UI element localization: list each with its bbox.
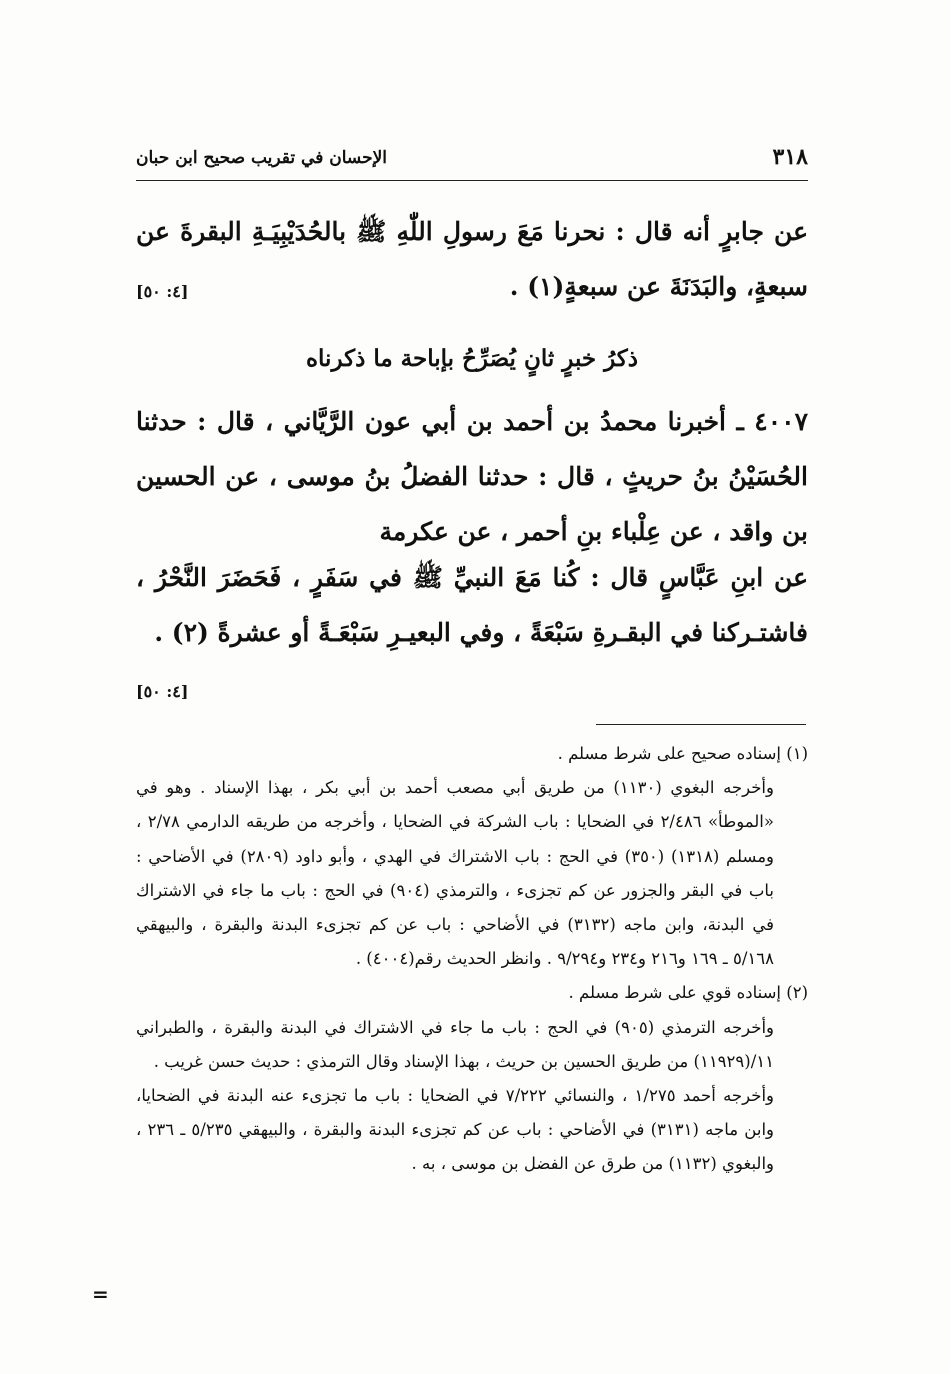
hadith-jabir-body: عن جابرٍ أنه قال : نحرنا مَعَ رسولِ اللّٰهِ ﷺ بالحُدَيْبِيَـةِ البقرةَ عن سبعةٍ، والبَدَنَةَ عن سبعةٍ(١) .: [136, 217, 808, 301]
footnote-1-heading: (١) إسناده صحيح على شرط مسلم .: [557, 744, 808, 763]
footnote-2-body-2: وأخرجه أحمد ١/٢٧٥ ، والنسائي ٧/٢٢٢ في الضحايا : باب ما تجزىء عنه البدنة في الضحايا، وابن ماجه (٣١٣١) في الأضاحي : باب عن كم تجزىء البدنة والبقرة ، والبيهقي ٥/٢٣٥ ـ ٢٣٦ ، والبغوي (١١٣٢) من طرق عن الفضل بن موسى ، به .: [136, 1086, 774, 1174]
footnote-separator: [596, 724, 806, 725]
page-number: ٣١٨: [772, 144, 808, 170]
hadith-text-jabir: [136, 204, 808, 314]
hadith-ibn-abbas-body: عن ابنِ عَبَّاسٍ قال : كُنا مَعَ النبيِّ ﷺ في سَفَرٍ ، فَحَضَرَ النَّحْرُ ، فاشتـركنا في البقـرةِ سَبْعَةً ، وفي البعيـرِ سَبْعَـةً أو عشرةً (٢) .: [136, 563, 808, 647]
section-heading: ذكرُ خبرٍ ثانٍ يُصَرِّحُ بإباحة ما ذكرناه: [306, 345, 638, 372]
hadith-ibn-abbas-reference: [٤: ٥٠]: [136, 682, 189, 701]
margin-mark: =: [92, 1282, 109, 1306]
hadith-text-ibn-abbas: [136, 550, 808, 701]
hadith-isnad-4007: ٤٠٠٧ ـ أخبرنا محمدُ بن أحمد بن أبي عون الرَّيَّاني ، قال : حدثنا الحُسَيْنُ بنُ حريثٍ ، قال : حدثنا الفضلُ بنُ موسى ، عن الحسين بن واقد ، عن عِلْباء بنِ أحمر ، عن عكرمة: [136, 407, 808, 546]
footnote-2-body-1: وأخرجه الترمذي (٩٠٥) في الحج : باب ما جاء في الاشتراك في البدنة والبقرة ، والطبراني ١١/(١١٩٢٩) من طريق الحسين بن حريث ، بهذا الإسناد وقال الترمذي : حديث حسن غريب .: [136, 1017, 774, 1071]
hadith-jabir-reference: [٤: ٥٠]: [136, 282, 189, 301]
page-header: [136, 140, 808, 181]
running-title: الإحسان في تقريب صحيح ابن حبان: [136, 148, 387, 168]
footnote-1-body: وأخرجه البغوي (١١٣٠) من طريق أبي مصعب أحمد بن أبي بكر ، بهذا الإسناد . وهو في «الموطأ» ٢/٤٨٦ في الضحايا : باب الشركة في الضحايا ، وأخرجه من طريقه الدارمي ٢/٧٨ ، ومسلم (١٣١٨) (٣٥٠) في الحج : باب الاشتراك في الهدي ، وأبو داود (٢٨٠٩) في الأضاحي : باب في البقر والجزور عن كم تجزىء ، والترمذي (٩٠٤) في الحج : باب ما جاء في الاشتراك في البدنة، وابن ماجه (٣١٣٢) في الأضاحي : باب عن كم تجزىء البدنة والبقرة ، والبيهقي ٥/١٦٨ ـ ١٦٩ و٢١٦ و٢٣٤ و٩/٢٩٤ . وانظر الحديث رقم(٤٠٠٤) .: [136, 778, 774, 969]
footnote-2-heading: (٢) إسناده قوي على شرط مسلم .: [568, 983, 808, 1003]
footnotes: [136, 737, 808, 1182]
